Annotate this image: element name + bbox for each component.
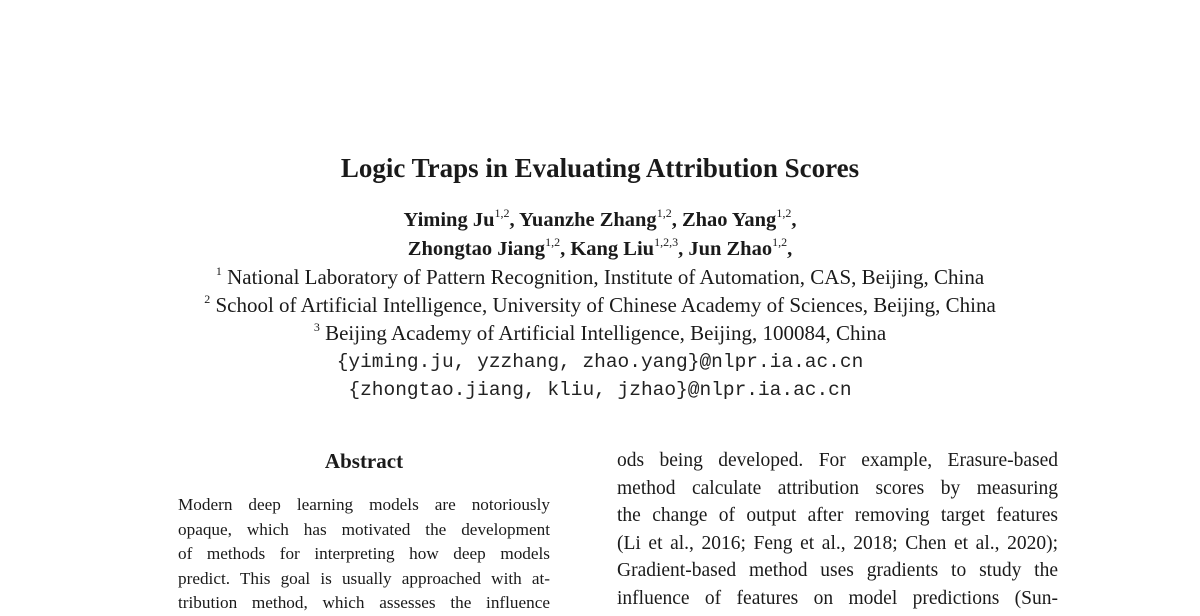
abstract-line: predict. This goal is usually approached with at-: [178, 568, 550, 588]
abstract-line: Modern deep learning models are notoriously: [178, 495, 550, 514]
body-line: Gradient-based method uses gradients to study the: [617, 560, 1058, 581]
author: Jun Zhao$^{1,2}$,: [688, 235, 793, 260]
body-line: the change of output after removing target features: [617, 505, 1058, 526]
body-line: (Li et al., 2016; Feng et al., 2018; Chen et al., 2020);: [617, 532, 1058, 554]
abstract-heading: Abstract: [324, 449, 404, 473]
affiliation: $^2$ School of Artificial Intelligence, University of Chinese Academy of Sciences, Beijing, China: [204, 292, 996, 317]
abstract-body: [178, 493, 550, 616]
author: Zhao Yang$^{1,2}$,: [681, 206, 797, 231]
abstract-line: tribution method, which assesses the influence: [178, 593, 550, 612]
email-line: {zhongtao.jiang, kliu, jzhao}@nlpr.ia.ac.cn: [348, 379, 852, 401]
author: Kang Liu$^{1,2,3}$,: [570, 235, 689, 260]
affiliation: $^1$ National Laboratory of Pattern Recognition, Institute of Automation, CAS, Beijing, China: [215, 264, 985, 289]
author: Zhongtao Jiang$^{1,2}$,: [407, 235, 571, 260]
body-line: influence of features on model predictions (Sun-: [617, 587, 1058, 609]
body-line: ods being developed. For example, Erasure-based: [617, 450, 1058, 471]
author: Yuanzhe Zhang$^{1,2}$,: [519, 206, 682, 231]
email-list: [0, 348, 1200, 404]
body-line: method calculate attribution scores by measuring: [617, 477, 1058, 499]
abstract-line: opaque, which has motivated the development: [178, 519, 550, 539]
author-line-2: [0, 235, 1200, 264]
paper-title: Logic Traps in Evaluating Attribution Scores: [340, 153, 860, 183]
email-line: {yiming.ju, yzzhang, zhao.yang}@nlpr.ia.ac.cn: [336, 351, 864, 373]
author: Yiming Ju$^{1,2}$,: [403, 206, 519, 231]
author-list: [0, 206, 1200, 264]
abstract-line: of methods for interpreting how deep models: [178, 544, 550, 563]
affiliation: $^3$ Beijing Academy of Artificial Intelligence, Beijing, 100084, China: [313, 320, 887, 345]
right-column-text: [617, 447, 1058, 612]
author-line-1: [0, 206, 1200, 235]
affiliation-list: [0, 263, 1200, 347]
